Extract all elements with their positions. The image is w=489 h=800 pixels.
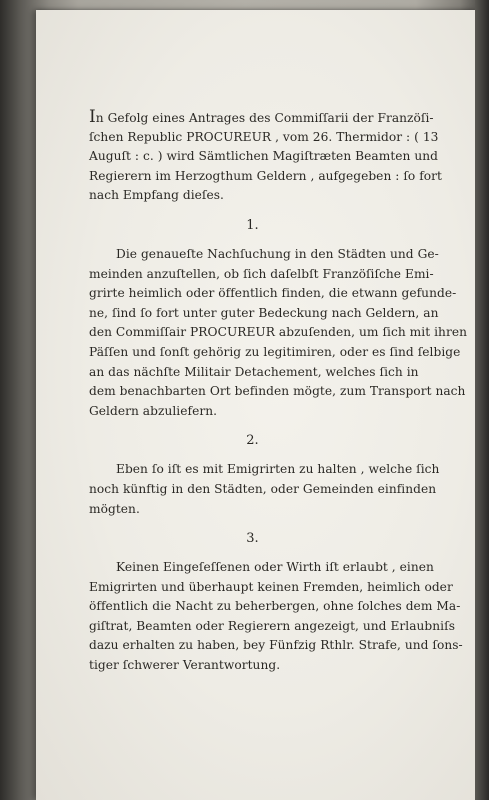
section-line: Geldern abzuliefern. [89, 403, 218, 418]
intro-line: nach Empfang dieſes. [89, 188, 224, 203]
intro-line-text: n Gefolg eines Antrages des Commiſſarii der Franzöſi- [95, 111, 434, 125]
section-line: Päſſen und ſonſt gehörig zu legitimiren, oder es ſind ſelbige [89, 344, 461, 359]
section-number: 1. [246, 217, 259, 233]
section-line: mögten. [89, 501, 140, 516]
section-line: dazu erhalten zu haben, bey Fünfzig Rthlr. Strafe, und ſons- [89, 638, 463, 653]
section-line: Eben ſo iſt es mit Emigrirten zu halten , welche ſich [116, 462, 440, 477]
intro-line: Auguſt : c. ) wird Sämtlichen Magiſtræten Beamten und [89, 149, 439, 164]
section-number: 3. [246, 531, 259, 547]
section-line: tiger ſchwerer Verantwortung. [89, 658, 281, 673]
section-line: grirte heimlich oder öffentlich finden, die etwann gefunde- [89, 286, 457, 301]
section-line: Die genaueſte Nachſuchung in den Städten und Ge- [116, 246, 439, 261]
section-line: Emigrirten und überhaupt keinen Fremden, heimlich oder [89, 579, 453, 594]
section-line: Keinen Eingeſeſſenen oder Wirth iſt erlaubt , einen [116, 560, 434, 575]
section-line: an das nächſte Militair Detachement, welches ſich in [89, 364, 419, 379]
section-line: dem benachbarten Ort befinden mögte, zum Transport nach [89, 384, 466, 399]
section-line: meinden anzuſtellen, ob ſich daſelbſt Franzöſiſche Emi- [89, 266, 434, 281]
section-line: noch künftig in den Städten, oder Gemeinden einfinden [89, 481, 437, 496]
scan-edge [475, 0, 489, 800]
intro-line: Regierern im Herzogthum Geldern , aufgegeben : ſo fort [89, 168, 442, 183]
section-line: öffentlich die Nacht zu beherbergen, ohne ſolches dem Ma- [89, 599, 461, 614]
section-line: den Commiſſair PROCUREUR abzuſenden, um ſich mit ihren [89, 325, 467, 340]
intro-line [89, 107, 434, 128]
section-line: giſtrat, Beamten oder Regierern angezeigt, und Erlaubniſs [89, 618, 455, 633]
section-line: ne, ſind ſo fort unter guter Bedeckung nach Geldern, an [89, 305, 439, 320]
intro-line: ſchen Republic PROCUREUR , vom 26. Thermidor : ( 13 [89, 129, 439, 144]
drop-capital: I [89, 107, 96, 127]
section-number: 2. [246, 433, 259, 449]
document-text [89, 107, 467, 676]
